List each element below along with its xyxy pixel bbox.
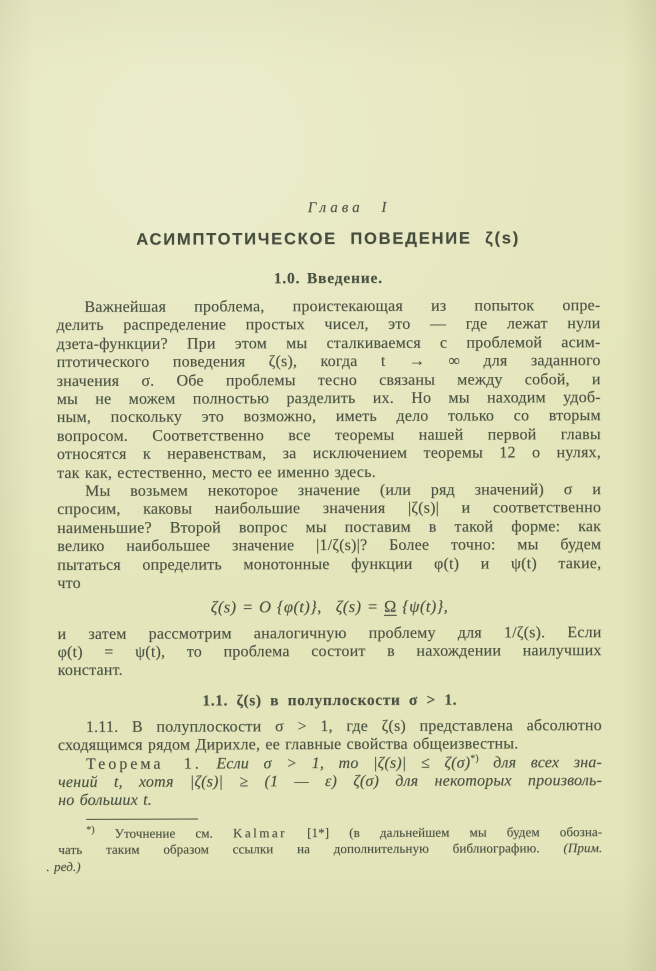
chapter-title: АСИМПТОТИЧЕСКОЕ ПОВЕДЕНИЕ ζ(s) — [136, 229, 521, 249]
text-line: наименьшие? Второй вопрос мы поставим в такой форме: как — [57, 517, 602, 537]
theorem-line: но больших t. — [58, 791, 152, 810]
omega-symbol: Ω — [383, 596, 397, 616]
footnote-reference-name: Kalmar — [232, 824, 288, 841]
text-line: мы не можем полностью разделить их. Но мы находим удоб- — [56, 389, 601, 408]
text-line: велико наибольшее значение |1/ζ(s)|? Более точно: мы будем — [57, 536, 602, 556]
text-line: относятся к неравенствам, за исключением теоремы 12 о нулях, — [56, 444, 601, 464]
theorem-line — [58, 754, 602, 774]
formula-mid: ζ(s) = — [335, 596, 385, 616]
paragraph-1 — [56, 297, 601, 483]
text-line: вопросом. Соответственно все теоремы нашей первой главы — [56, 425, 601, 445]
footnote-divider — [86, 818, 198, 819]
formula-left: ζ(s) = O {φ(t)}, — [210, 596, 322, 616]
text-line: Важнейшая проблема, проистекающая из попыток опре- — [84, 297, 601, 316]
text-line: спросим, каковы наибольшие значения |ζ(s)| и соответственно — [57, 499, 602, 519]
text-line: и затем рассмотрим аналогичную проблему для 1/ζ(s). Если — [57, 623, 602, 643]
footnote — [46, 823, 603, 876]
theorem-line: чений t, хотя |ζ(s)| ≥ (1 — ε) ζ(σ) для некоторых произволь- — [58, 771, 603, 791]
footnote-line — [58, 824, 602, 842]
section-heading-1-1: 1.1. ζ(s) в полуплоскости σ > 1. — [202, 691, 458, 710]
text-line: делить распределение простых чисел, это — где лежат нули — [56, 315, 601, 335]
footnote-text: чать таким образом ссылки на дополнительную библиографию. — [58, 840, 540, 858]
text-line: ным, поскольку это возможно, иметь дело только со вторым — [56, 407, 601, 427]
footnote-editor-note: (Прим. — [563, 840, 603, 856]
footnote-text: [1*] (в дальнейшем мы будем обозна- — [307, 823, 603, 840]
text-line: φ(t) = ψ(t), то проблема состоит в нахождении наилучших — [57, 641, 602, 661]
text-line: птотического поведения ζ(s), когда t → ∞ для заданного — [56, 352, 601, 372]
section-heading-intro: 1.0. Введение. — [273, 269, 383, 288]
text-line: дзета-функции? При этом мы сталкиваемся с проблемой асим- — [56, 333, 601, 353]
footnote-marker: *) — [86, 824, 95, 836]
text-line: пытаться определить монотонные функции φ(t) и ψ(t) такие, — [57, 554, 602, 574]
footnote-text: Уточнение см. — [114, 825, 213, 841]
text-line: констант. — [57, 662, 123, 680]
text-line: значения σ. Обе проблемы тесно связаны между собой, и — [56, 370, 601, 390]
text-line: 1.11. В полуплоскости σ > 1, где ζ(s) представлена абсолютно — [85, 716, 602, 736]
footnote-line — [58, 840, 602, 858]
text-line: так как, естественно, место ее именно здесь. — [56, 463, 376, 482]
paragraph-4 — [58, 717, 602, 756]
formula-right: {ψ(t)}, — [396, 596, 449, 616]
paragraph-3 — [57, 624, 601, 681]
text-line: что — [57, 574, 81, 593]
theorem-label: Теорема 1. — [85, 754, 202, 773]
footnote-line: . ред.) — [46, 858, 81, 874]
display-formula — [57, 596, 601, 618]
theorem-text: Если σ > 1, то |ζ(s)| ≤ ζ(σ) — [216, 754, 471, 772]
theorem-1 — [58, 754, 602, 811]
footnote-marker: *) — [470, 752, 479, 764]
text-line: сходящимся рядом Дирихле, ее главные свойства общеизвестны. — [57, 735, 519, 755]
paragraph-2 — [57, 481, 601, 593]
text-line: Мы возьмем некоторое значение (или ряд значений) σ и — [84, 481, 602, 500]
chapter-label: Глава I — [307, 199, 391, 217]
theorem-text: для всех зна- — [493, 753, 603, 771]
